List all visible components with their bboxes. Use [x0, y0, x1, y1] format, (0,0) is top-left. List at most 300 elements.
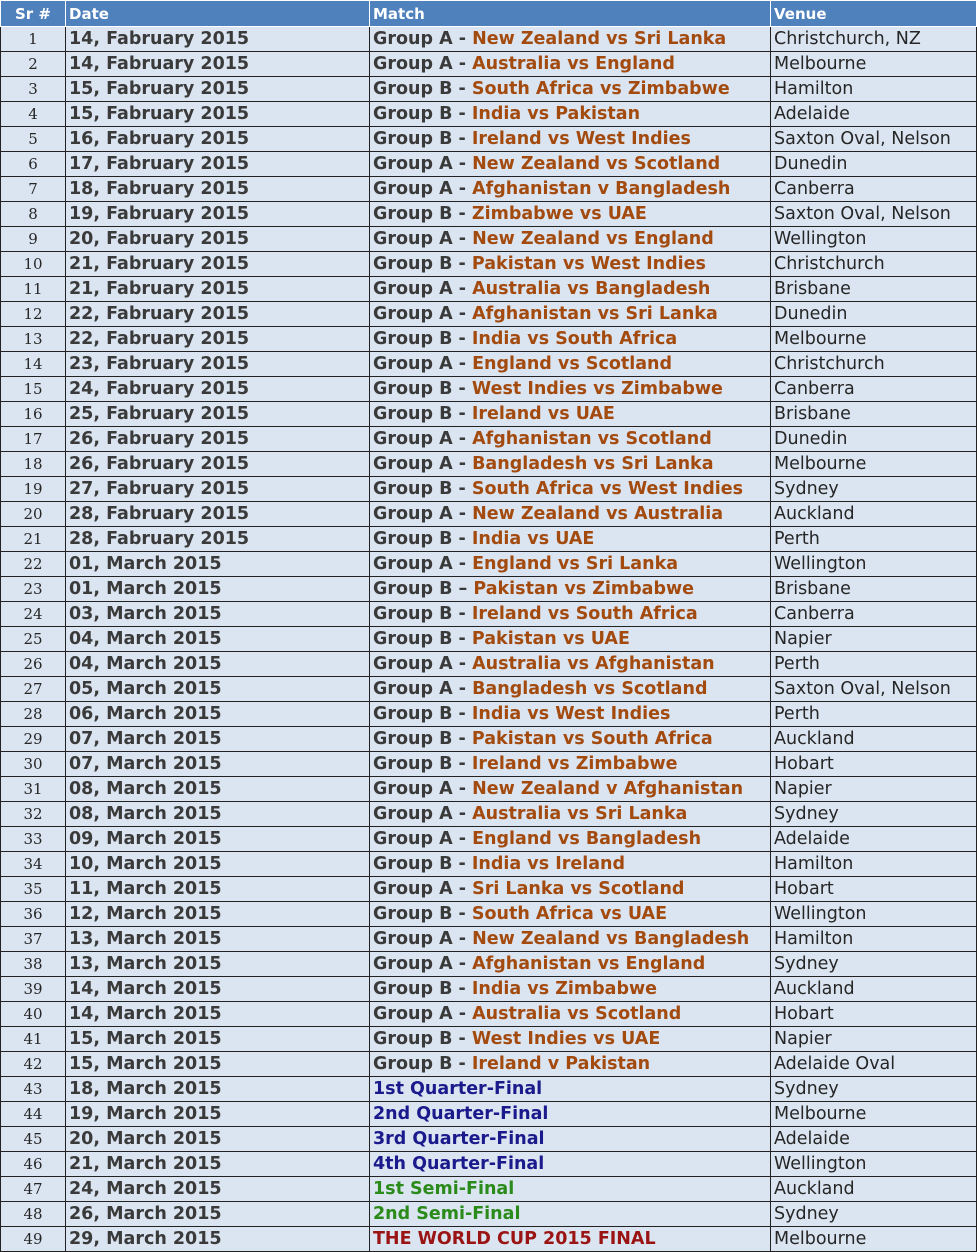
- group-label: Group A -: [373, 29, 473, 49]
- cell-venue[interactable]: Hamilton: [771, 927, 977, 952]
- cell-venue[interactable]: Canberra: [771, 602, 977, 627]
- cell-match[interactable]: [370, 302, 771, 327]
- cell-date[interactable]: 15, Fabruary 2015: [66, 102, 370, 127]
- cell-sr[interactable]: 1: [1, 27, 66, 52]
- cell-match[interactable]: [370, 752, 771, 777]
- cell-sr[interactable]: 16: [1, 402, 66, 427]
- cell-venue[interactable]: Perth: [771, 652, 977, 677]
- cell-sr[interactable]: 6: [1, 152, 66, 177]
- table-row: [1, 52, 977, 77]
- cell-date[interactable]: 01, March 2015: [66, 552, 370, 577]
- table-row: [1, 502, 977, 527]
- table-row: [1, 152, 977, 177]
- cell-venue[interactable]: Sydney: [771, 1202, 977, 1227]
- cell-match[interactable]: [370, 452, 771, 477]
- cell-date[interactable]: 20, Fabruary 2015: [66, 227, 370, 252]
- group-label: Group A -: [373, 154, 473, 174]
- group-label: Group A -: [373, 829, 473, 849]
- table-row: [1, 877, 977, 902]
- cell-match[interactable]: [370, 152, 771, 177]
- cell-venue[interactable]: Christchurch: [771, 352, 977, 377]
- cell-venue[interactable]: Brisbane: [771, 577, 977, 602]
- match-teams: New Zealand vs England: [472, 229, 714, 249]
- cell-date[interactable]: 28, Fabruary 2015: [66, 502, 370, 527]
- cell-match[interactable]: [370, 1002, 771, 1027]
- cell-match[interactable]: [370, 52, 771, 77]
- cell-date[interactable]: 15, Fabruary 2015: [66, 77, 370, 102]
- match-teams: England vs Bangladesh: [472, 829, 702, 849]
- cell-date[interactable]: 03, March 2015: [66, 602, 370, 627]
- table-row: [1, 627, 977, 652]
- cell-sr[interactable]: 47: [1, 1177, 66, 1202]
- table-row: [1, 802, 977, 827]
- cell-match[interactable]: [370, 202, 771, 227]
- knockout-match: 1st Semi-Final: [373, 1179, 515, 1199]
- cell-venue[interactable]: Saxton Oval, Nelson: [771, 677, 977, 702]
- group-label: Group B -: [373, 129, 472, 149]
- cell-date[interactable]: 15, March 2015: [66, 1052, 370, 1077]
- cell-match[interactable]: [370, 1227, 771, 1252]
- cell-sr[interactable]: 25: [1, 627, 66, 652]
- table-row: [1, 602, 977, 627]
- cell-match[interactable]: [370, 977, 771, 1002]
- table-row: [1, 852, 977, 877]
- cell-sr[interactable]: 10: [1, 252, 66, 277]
- cell-venue[interactable]: Perth: [771, 527, 977, 552]
- cell-date[interactable]: 06, March 2015: [66, 702, 370, 727]
- group-label: Group B -: [373, 904, 472, 924]
- cell-match[interactable]: [370, 952, 771, 977]
- cell-date[interactable]: 09, March 2015: [66, 827, 370, 852]
- cell-date[interactable]: 14, Fabruary 2015: [66, 52, 370, 77]
- match-teams: Sri Lanka vs Scotland: [472, 879, 685, 899]
- cell-sr[interactable]: 28: [1, 702, 66, 727]
- cell-match[interactable]: [370, 552, 771, 577]
- table-row: [1, 227, 977, 252]
- table-row: [1, 252, 977, 277]
- group-label: Group A -: [373, 504, 473, 524]
- cell-match[interactable]: [370, 777, 771, 802]
- cell-venue[interactable]: Melbourne: [771, 452, 977, 477]
- match-teams: Australia vs Sri Lanka: [472, 804, 688, 824]
- cell-match[interactable]: [370, 802, 771, 827]
- cell-date[interactable]: 21, March 2015: [66, 1152, 370, 1177]
- table-row: [1, 1002, 977, 1027]
- cell-date[interactable]: 26, Fabruary 2015: [66, 452, 370, 477]
- cell-venue[interactable]: Christchurch: [771, 252, 977, 277]
- match-teams: West Indies vs Zimbabwe: [471, 379, 723, 399]
- cell-venue[interactable]: Melbourne: [771, 327, 977, 352]
- cell-sr[interactable]: 8: [1, 202, 66, 227]
- match-teams: Pakistan vs West Indies: [471, 254, 706, 274]
- cell-sr[interactable]: 38: [1, 952, 66, 977]
- cell-venue[interactable]: Hamilton: [771, 77, 977, 102]
- match-teams: Australia vs England: [472, 54, 675, 74]
- match-teams: West Indies vs UAE: [471, 1029, 661, 1049]
- cell-date[interactable]: 04, March 2015: [66, 627, 370, 652]
- cell-venue[interactable]: Hamilton: [771, 852, 977, 877]
- table-row: [1, 377, 977, 402]
- match-teams: Ireland vs Zimbabwe: [471, 754, 678, 774]
- cell-date[interactable]: 24, Fabruary 2015: [66, 377, 370, 402]
- group-label: Group A -: [373, 929, 473, 949]
- group-label: Group B -: [373, 204, 472, 224]
- cell-date[interactable]: 14, Fabruary 2015: [66, 27, 370, 52]
- cell-venue[interactable]: Canberra: [771, 177, 977, 202]
- cell-date[interactable]: 08, March 2015: [66, 802, 370, 827]
- cell-venue[interactable]: Saxton Oval, Nelson: [771, 202, 977, 227]
- match-teams: Australia vs Scotland: [472, 1004, 682, 1024]
- table-row: [1, 1127, 977, 1152]
- cell-sr[interactable]: 45: [1, 1127, 66, 1152]
- cell-venue[interactable]: Sydney: [771, 952, 977, 977]
- cell-venue[interactable]: Wellington: [771, 227, 977, 252]
- cell-venue[interactable]: Auckland: [771, 977, 977, 1002]
- match-teams: Afghanistan vs Scotland: [472, 429, 712, 449]
- cell-sr[interactable]: 7: [1, 177, 66, 202]
- group-label: Group A -: [373, 179, 473, 199]
- cell-venue[interactable]: Adelaide: [771, 827, 977, 852]
- table-row: [1, 777, 977, 802]
- match-teams: Bangladesh vs Scotland: [472, 679, 708, 699]
- cell-date[interactable]: 19, Fabruary 2015: [66, 202, 370, 227]
- cell-sr[interactable]: 20: [1, 502, 66, 527]
- table-row: [1, 1052, 977, 1077]
- cell-venue[interactable]: Perth: [771, 702, 977, 727]
- group-label: Group A -: [373, 354, 473, 374]
- cell-match[interactable]: [370, 102, 771, 127]
- cell-match[interactable]: [370, 227, 771, 252]
- cell-match[interactable]: [370, 852, 771, 877]
- cell-sr[interactable]: 26: [1, 652, 66, 677]
- header-match[interactable]: Match: [370, 1, 771, 27]
- match-teams: Ireland v Pakistan: [471, 1054, 651, 1074]
- table-row: [1, 927, 977, 952]
- cell-match[interactable]: [370, 327, 771, 352]
- cell-match[interactable]: [370, 1202, 771, 1227]
- cell-match[interactable]: [370, 77, 771, 102]
- cell-sr[interactable]: 19: [1, 477, 66, 502]
- cell-venue[interactable]: Melbourne: [771, 1102, 977, 1127]
- cell-sr[interactable]: 29: [1, 727, 66, 752]
- cell-venue[interactable]: Auckland: [771, 727, 977, 752]
- cell-venue[interactable]: Adelaide: [771, 1127, 977, 1152]
- match-teams: India vs Zimbabwe: [471, 979, 658, 999]
- group-label: Group A -: [373, 879, 473, 899]
- cell-match[interactable]: [370, 402, 771, 427]
- cell-sr[interactable]: 15: [1, 377, 66, 402]
- match-teams: South Africa vs UAE: [471, 904, 668, 924]
- cell-venue[interactable]: Brisbane: [771, 277, 977, 302]
- cell-date[interactable]: 05, March 2015: [66, 677, 370, 702]
- cell-date[interactable]: 07, March 2015: [66, 752, 370, 777]
- match-teams: Ireland vs West Indies: [471, 129, 691, 149]
- cell-date[interactable]: 15, March 2015: [66, 1027, 370, 1052]
- cell-venue[interactable]: Hobart: [771, 1002, 977, 1027]
- cell-date[interactable]: 20, March 2015: [66, 1127, 370, 1152]
- cell-venue[interactable]: Napier: [771, 777, 977, 802]
- cell-venue[interactable]: Melbourne: [771, 1227, 977, 1252]
- cell-match[interactable]: [370, 1077, 771, 1102]
- cell-date[interactable]: 18, March 2015: [66, 1077, 370, 1102]
- cell-sr[interactable]: 23: [1, 577, 66, 602]
- group-label: Group B -: [373, 979, 472, 999]
- group-label: Group B -: [373, 1029, 472, 1049]
- cell-match[interactable]: [370, 502, 771, 527]
- header-sr[interactable]: Sr #: [1, 1, 66, 27]
- cell-date[interactable]: 08, March 2015: [66, 777, 370, 802]
- group-label: Group B -: [373, 479, 472, 499]
- match-teams: Zimbabwe vs UAE: [471, 204, 647, 224]
- table-row: [1, 977, 977, 1002]
- group-label: Group B -: [373, 529, 472, 549]
- table-row: [1, 1027, 977, 1052]
- match-teams: Ireland vs UAE: [471, 404, 615, 424]
- group-label: Group B -: [373, 629, 472, 649]
- match-teams: Pakistan vs South Africa: [471, 729, 713, 749]
- group-label: Group A -: [373, 429, 473, 449]
- knockout-match: 3rd Quarter-Final: [373, 1129, 545, 1149]
- cell-match[interactable]: [370, 427, 771, 452]
- cell-date[interactable]: 21, Fabruary 2015: [66, 252, 370, 277]
- cell-match[interactable]: [370, 577, 771, 602]
- table-row: [1, 77, 977, 102]
- cell-venue[interactable]: Napier: [771, 1027, 977, 1052]
- table-row: [1, 302, 977, 327]
- table-row: [1, 827, 977, 852]
- cell-venue[interactable]: Christchurch, NZ: [771, 27, 977, 52]
- cell-date[interactable]: 22, Fabruary 2015: [66, 327, 370, 352]
- table-row: [1, 727, 977, 752]
- cell-sr[interactable]: 14: [1, 352, 66, 377]
- cell-sr[interactable]: 31: [1, 777, 66, 802]
- cell-sr[interactable]: 21: [1, 527, 66, 552]
- cell-match[interactable]: [370, 727, 771, 752]
- cell-sr[interactable]: 13: [1, 327, 66, 352]
- cell-venue[interactable]: Napier: [771, 627, 977, 652]
- match-teams: New Zealand vs Scotland: [472, 154, 721, 174]
- match-teams: Pakistan vs UAE: [471, 629, 630, 649]
- cell-venue[interactable]: Dunedin: [771, 152, 977, 177]
- cell-match[interactable]: [370, 277, 771, 302]
- table-row: [1, 752, 977, 777]
- cell-venue[interactable]: Adelaide Oval: [771, 1052, 977, 1077]
- match-teams: New Zealand v Afghanistan: [472, 779, 744, 799]
- group-label: Group B -: [373, 754, 472, 774]
- group-label: Group A -: [373, 279, 473, 299]
- cell-match[interactable]: [370, 1027, 771, 1052]
- cell-sr[interactable]: 36: [1, 902, 66, 927]
- match-teams: Ireland vs South Africa: [471, 604, 698, 624]
- cell-match[interactable]: [370, 477, 771, 502]
- table-row: [1, 452, 977, 477]
- cell-venue[interactable]: Wellington: [771, 902, 977, 927]
- group-label: Group B -: [373, 604, 472, 624]
- cell-venue[interactable]: Hobart: [771, 752, 977, 777]
- cell-sr[interactable]: 39: [1, 977, 66, 1002]
- cell-date[interactable]: 04, March 2015: [66, 652, 370, 677]
- cell-sr[interactable]: 32: [1, 802, 66, 827]
- table-row: [1, 652, 977, 677]
- group-label: Group A -: [373, 954, 473, 974]
- cell-match[interactable]: [370, 1052, 771, 1077]
- cell-match[interactable]: [370, 1127, 771, 1152]
- cell-venue[interactable]: Wellington: [771, 1152, 977, 1177]
- cell-date[interactable]: 21, Fabruary 2015: [66, 277, 370, 302]
- cell-match[interactable]: [370, 177, 771, 202]
- group-label: Group B –: [373, 579, 474, 599]
- cell-venue[interactable]: Hobart: [771, 877, 977, 902]
- cell-date[interactable]: 25, Fabruary 2015: [66, 402, 370, 427]
- cell-match[interactable]: [370, 127, 771, 152]
- cell-date[interactable]: 16, Fabruary 2015: [66, 127, 370, 152]
- cell-date[interactable]: 10, March 2015: [66, 852, 370, 877]
- group-label: Group B -: [373, 254, 472, 274]
- cell-sr[interactable]: 5: [1, 127, 66, 152]
- cell-date[interactable]: 27, Fabruary 2015: [66, 477, 370, 502]
- cell-date[interactable]: 14, March 2015: [66, 1002, 370, 1027]
- match-teams: England vs Scotland: [472, 354, 672, 374]
- cell-match[interactable]: [370, 652, 771, 677]
- cell-date[interactable]: 19, March 2015: [66, 1102, 370, 1127]
- header-venue[interactable]: Venue: [771, 1, 977, 27]
- cell-venue[interactable]: Wellington: [771, 552, 977, 577]
- cell-sr[interactable]: 17: [1, 427, 66, 452]
- match-teams: Bangladesh vs Sri Lanka: [472, 454, 714, 474]
- cell-match[interactable]: [370, 1177, 771, 1202]
- cell-sr[interactable]: 48: [1, 1202, 66, 1227]
- cell-date[interactable]: 23, Fabruary 2015: [66, 352, 370, 377]
- cell-date[interactable]: 18, Fabruary 2015: [66, 177, 370, 202]
- cell-venue[interactable]: Saxton Oval, Nelson: [771, 127, 977, 152]
- cell-sr[interactable]: 9: [1, 227, 66, 252]
- cell-match[interactable]: [370, 902, 771, 927]
- cell-sr[interactable]: 24: [1, 602, 66, 627]
- match-teams: South Africa vs Zimbabwe: [471, 79, 730, 99]
- table-row: [1, 702, 977, 727]
- cell-match[interactable]: [370, 252, 771, 277]
- cell-sr[interactable]: 43: [1, 1077, 66, 1102]
- cell-match[interactable]: [370, 27, 771, 52]
- knockout-match: 2nd Semi-Final: [373, 1204, 521, 1224]
- cell-sr[interactable]: 30: [1, 752, 66, 777]
- header-row: [1, 1, 977, 27]
- cell-sr[interactable]: 49: [1, 1227, 66, 1252]
- group-label: Group A -: [373, 554, 473, 574]
- cell-venue[interactable]: Dunedin: [771, 427, 977, 452]
- cell-match[interactable]: [370, 352, 771, 377]
- cell-sr[interactable]: 4: [1, 102, 66, 127]
- cell-sr[interactable]: 44: [1, 1102, 66, 1127]
- cell-date[interactable]: 01, March 2015: [66, 577, 370, 602]
- cell-date[interactable]: 28, Fabruary 2015: [66, 527, 370, 552]
- cell-match[interactable]: [370, 927, 771, 952]
- cell-sr[interactable]: 34: [1, 852, 66, 877]
- cell-venue[interactable]: Adelaide: [771, 102, 977, 127]
- cell-match[interactable]: [370, 677, 771, 702]
- cell-date[interactable]: 13, March 2015: [66, 952, 370, 977]
- table-row: [1, 952, 977, 977]
- match-teams: England vs Sri Lanka: [472, 554, 679, 574]
- cell-venue[interactable]: Sydney: [771, 477, 977, 502]
- cell-date[interactable]: 26, March 2015: [66, 1202, 370, 1227]
- cell-sr[interactable]: 12: [1, 302, 66, 327]
- cell-date[interactable]: 13, March 2015: [66, 927, 370, 952]
- cell-venue[interactable]: Auckland: [771, 1177, 977, 1202]
- cell-sr[interactable]: 27: [1, 677, 66, 702]
- table-row: [1, 1177, 977, 1202]
- cell-date[interactable]: 29, March 2015: [66, 1227, 370, 1252]
- cell-match[interactable]: [370, 627, 771, 652]
- cell-date[interactable]: 17, Fabruary 2015: [66, 152, 370, 177]
- table-row: [1, 427, 977, 452]
- cell-sr[interactable]: 18: [1, 452, 66, 477]
- header-date[interactable]: Date: [66, 1, 370, 27]
- cell-venue[interactable]: Dunedin: [771, 302, 977, 327]
- cell-sr[interactable]: 41: [1, 1027, 66, 1052]
- cell-match[interactable]: [370, 1102, 771, 1127]
- table-row: [1, 402, 977, 427]
- cell-sr[interactable]: 33: [1, 827, 66, 852]
- cell-match[interactable]: [370, 827, 771, 852]
- group-label: Group B -: [373, 729, 472, 749]
- cell-match[interactable]: [370, 1152, 771, 1177]
- cell-match[interactable]: [370, 877, 771, 902]
- group-label: Group A -: [373, 229, 473, 249]
- cell-date[interactable]: 22, Fabruary 2015: [66, 302, 370, 327]
- cell-sr[interactable]: 37: [1, 927, 66, 952]
- table-body: [1, 27, 977, 1252]
- table-row: [1, 1152, 977, 1177]
- cell-date[interactable]: 07, March 2015: [66, 727, 370, 752]
- cell-match[interactable]: [370, 702, 771, 727]
- cell-date[interactable]: 24, March 2015: [66, 1177, 370, 1202]
- cell-date[interactable]: 26, Fabruary 2015: [66, 427, 370, 452]
- cell-match[interactable]: [370, 377, 771, 402]
- cell-venue[interactable]: Canberra: [771, 377, 977, 402]
- table-row: [1, 1227, 977, 1252]
- cell-sr[interactable]: 2: [1, 52, 66, 77]
- cell-date[interactable]: 11, March 2015: [66, 877, 370, 902]
- cell-sr[interactable]: 11: [1, 277, 66, 302]
- cell-venue[interactable]: Auckland: [771, 502, 977, 527]
- group-label: Group B -: [373, 1054, 472, 1074]
- group-label: Group A -: [373, 654, 473, 674]
- cell-date[interactable]: 12, March 2015: [66, 902, 370, 927]
- cell-sr[interactable]: 40: [1, 1002, 66, 1027]
- match-teams: New Zealand vs Bangladesh: [472, 929, 750, 949]
- match-teams: Pakistan vs Zimbabwe: [473, 579, 695, 599]
- cell-venue[interactable]: Brisbane: [771, 402, 977, 427]
- knockout-match: 4th Quarter-Final: [373, 1154, 545, 1174]
- group-label: Group A -: [373, 779, 473, 799]
- cell-date[interactable]: 14, March 2015: [66, 977, 370, 1002]
- cell-venue[interactable]: Sydney: [771, 802, 977, 827]
- cell-sr[interactable]: 46: [1, 1152, 66, 1177]
- table-row: [1, 27, 977, 52]
- cell-venue[interactable]: Sydney: [771, 1077, 977, 1102]
- group-label: Group B -: [373, 854, 472, 874]
- cell-sr[interactable]: 42: [1, 1052, 66, 1077]
- cell-match[interactable]: [370, 602, 771, 627]
- cell-venue[interactable]: Melbourne: [771, 52, 977, 77]
- cell-match[interactable]: [370, 527, 771, 552]
- cell-sr[interactable]: 22: [1, 552, 66, 577]
- table-row: [1, 902, 977, 927]
- table-row: [1, 202, 977, 227]
- cell-sr[interactable]: 3: [1, 77, 66, 102]
- cell-sr[interactable]: 35: [1, 877, 66, 902]
